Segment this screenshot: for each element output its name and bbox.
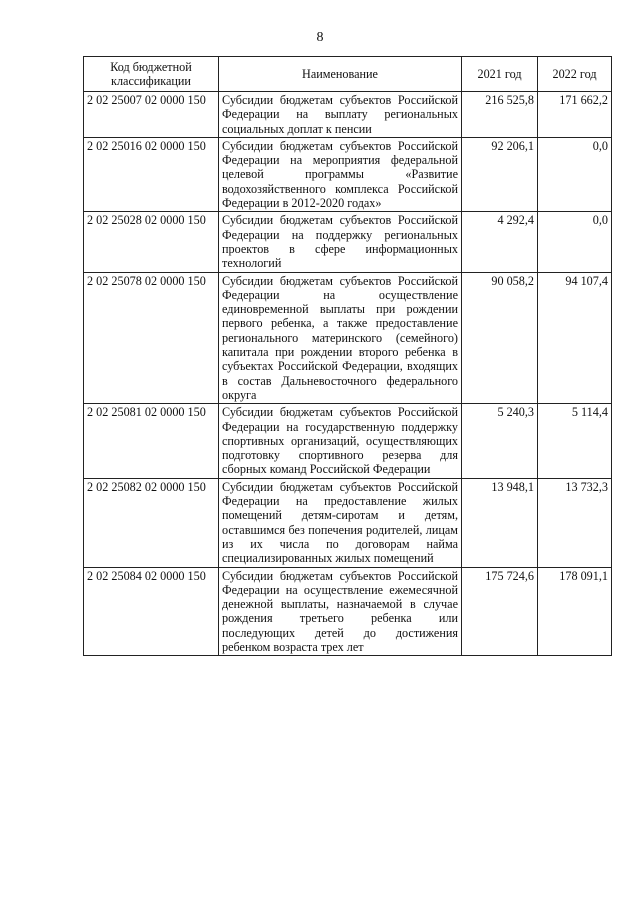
amount-2021-cell: 90 058,2 xyxy=(462,272,538,404)
name-cell: Субсидии бюджетам субъектов Российской Федерации на выплату региональных социальных доплат к пенсии xyxy=(219,92,462,138)
name-cell: Субсидии бюджетам субъектов Российской Федерации на поддержку региональных проектов в сфере информационных технологий xyxy=(219,212,462,272)
table-row xyxy=(84,272,612,404)
table-row xyxy=(84,478,612,567)
amount-2022-cell: 0,0 xyxy=(538,137,612,211)
header-name: Наименование xyxy=(219,57,462,92)
amount-2022-cell: 171 662,2 xyxy=(538,92,612,138)
header-year-2022: 2022 год xyxy=(538,57,612,92)
budget-code-cell: 2 02 25028 02 0000 150 xyxy=(84,212,219,272)
budget-code-cell: 2 02 25016 02 0000 150 xyxy=(84,137,219,211)
amount-2021-cell: 13 948,1 xyxy=(462,478,538,567)
table-row xyxy=(84,137,612,211)
table-row xyxy=(84,92,612,138)
amount-2022-cell: 13 732,3 xyxy=(538,478,612,567)
budget-table xyxy=(83,56,612,656)
budget-code-cell: 2 02 25081 02 0000 150 xyxy=(84,404,219,478)
amount-2021-cell: 4 292,4 xyxy=(462,212,538,272)
amount-2022-cell: 0,0 xyxy=(538,212,612,272)
amount-2021-cell: 175 724,6 xyxy=(462,567,538,656)
amount-2022-cell: 94 107,4 xyxy=(538,272,612,404)
budget-code-cell: 2 02 25082 02 0000 150 xyxy=(84,478,219,567)
name-cell: Субсидии бюджетам субъектов Российской Федерации на осуществление единовременной выплаты при рождении первого ребенка, а также предоставление регионального материнского (семейного) капитала при рождении второго ребенка в субъектах Российской Федерации, входящих в состав Дальневосточного федерального округа xyxy=(219,272,462,404)
table-row xyxy=(84,567,612,656)
header-code: Код бюджетной классификации xyxy=(84,57,219,92)
name-cell: Субсидии бюджетам субъектов Российской Федерации на осуществление ежемесячной денежной выплаты, назначаемой в случае рождения третьего ребенка или последующих детей до достижения ребенком возраста трех лет xyxy=(219,567,462,656)
table-row xyxy=(84,212,612,272)
amount-2022-cell: 5 114,4 xyxy=(538,404,612,478)
amount-2021-cell: 216 525,8 xyxy=(462,92,538,138)
table-row xyxy=(84,404,612,478)
budget-code-cell: 2 02 25078 02 0000 150 xyxy=(84,272,219,404)
page-number: 8 xyxy=(316,30,324,45)
budget-code-cell: 2 02 25084 02 0000 150 xyxy=(84,567,219,656)
table-header-row xyxy=(84,57,612,92)
name-cell: Субсидии бюджетам субъектов Российской Федерации на мероприятия федеральной целевой программы «Развитие водохозяйственного комплекса Российской Федерации в 2012-2020 годах» xyxy=(219,137,462,211)
amount-2022-cell: 178 091,1 xyxy=(538,567,612,656)
amount-2021-cell: 92 206,1 xyxy=(462,137,538,211)
name-cell: Субсидии бюджетам субъектов Российской Федерации на государственную поддержку спортивных организаций, осуществляющих подготовку спортивного резерва для сборных команд Российской Федерации xyxy=(219,404,462,478)
name-cell: Субсидии бюджетам субъектов Российской Федерации на предоставление жилых помещений детям-сиротам и детям, оставшимся без попечения родителей, лицам из их числа по договорам найма специализированных жилых помещений xyxy=(219,478,462,567)
budget-code-cell: 2 02 25007 02 0000 150 xyxy=(84,92,219,138)
amount-2021-cell: 5 240,3 xyxy=(462,404,538,478)
header-year-2021: 2021 год xyxy=(462,57,538,92)
